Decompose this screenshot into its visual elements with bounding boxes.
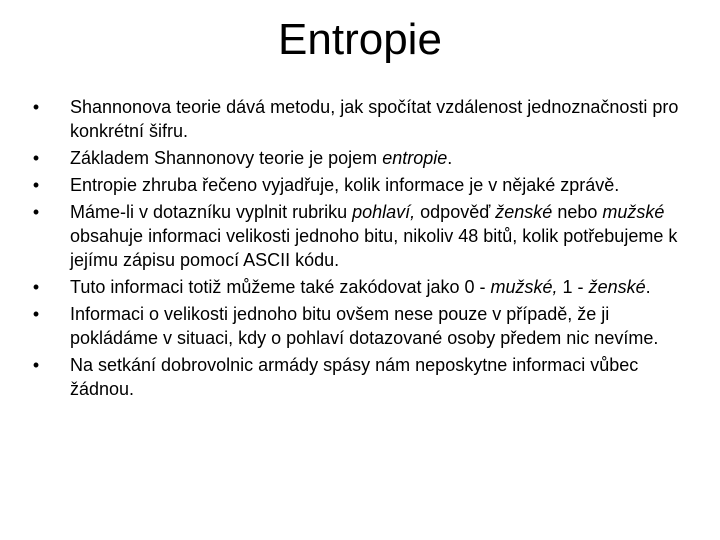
bullet-emphasis: mužské — [602, 202, 665, 222]
bullet-marker: • — [32, 355, 40, 375]
bullet-text: nebo — [552, 202, 603, 222]
bullet-item — [32, 302, 695, 350]
bullet-text: Tuto informaci totiž můžeme také zakódovat jako 0 - — [70, 277, 491, 297]
bullet-marker: • — [32, 148, 40, 168]
bullet-marker: • — [32, 97, 40, 117]
bullet-emphasis: pohlaví, — [352, 202, 416, 222]
bullet-text: obsahuje informaci velikosti jednoho bitu, nikoliv 48 bitů, kolik potřebujeme k jejímu zápisu pomocí ASCII kódu. — [70, 226, 678, 270]
bullet-item — [32, 95, 695, 143]
slide-title: Entropie — [278, 15, 442, 64]
bullet-text: Shannonova teorie dává metodu, jak spočítat vzdálenost jednoznačnosti pro konkrétní šifru. — [70, 97, 679, 141]
bullet-item — [32, 200, 695, 272]
bullet-text: . — [447, 148, 453, 168]
bullet-text: Máme-li v dotazníku vyplnit rubriku — [70, 202, 353, 222]
bullet-text: Základem Shannonovy teorie je pojem — [70, 148, 383, 168]
bullet-emphasis: ženské — [495, 202, 553, 222]
bullet-marker: • — [32, 202, 40, 222]
bullet-item — [32, 146, 695, 170]
bullet-text: Na setkání dobrovolnic armády spásy nám neposkytne informaci vůbec žádnou. — [70, 355, 639, 399]
bullet-text: Entropie zhruba řečeno vyjadřuje, kolik informace je v nějaké zprávě. — [70, 175, 620, 195]
bullet-marker: • — [32, 175, 40, 195]
bullet-emphasis: entropie — [382, 148, 448, 168]
bullet-text: . — [645, 277, 651, 297]
bullet-list — [0, 95, 720, 404]
bullet-item — [32, 353, 695, 401]
bullet-text: 1 - — [557, 277, 589, 297]
bullet-item — [32, 275, 695, 299]
bullet-marker: • — [32, 304, 40, 324]
bullet-emphasis: ženské — [588, 277, 646, 297]
bullet-text: odpověď — [415, 202, 496, 222]
bullet-item — [32, 173, 695, 197]
bullet-text: Informaci o velikosti jednoho bitu ovšem nese pouze v případě, že ji pokládáme v situaci, kdy o pohlaví dotazované osoby předem nic nevíme. — [70, 304, 659, 348]
bullet-marker: • — [32, 277, 40, 297]
bullet-emphasis: mužské, — [490, 277, 558, 297]
